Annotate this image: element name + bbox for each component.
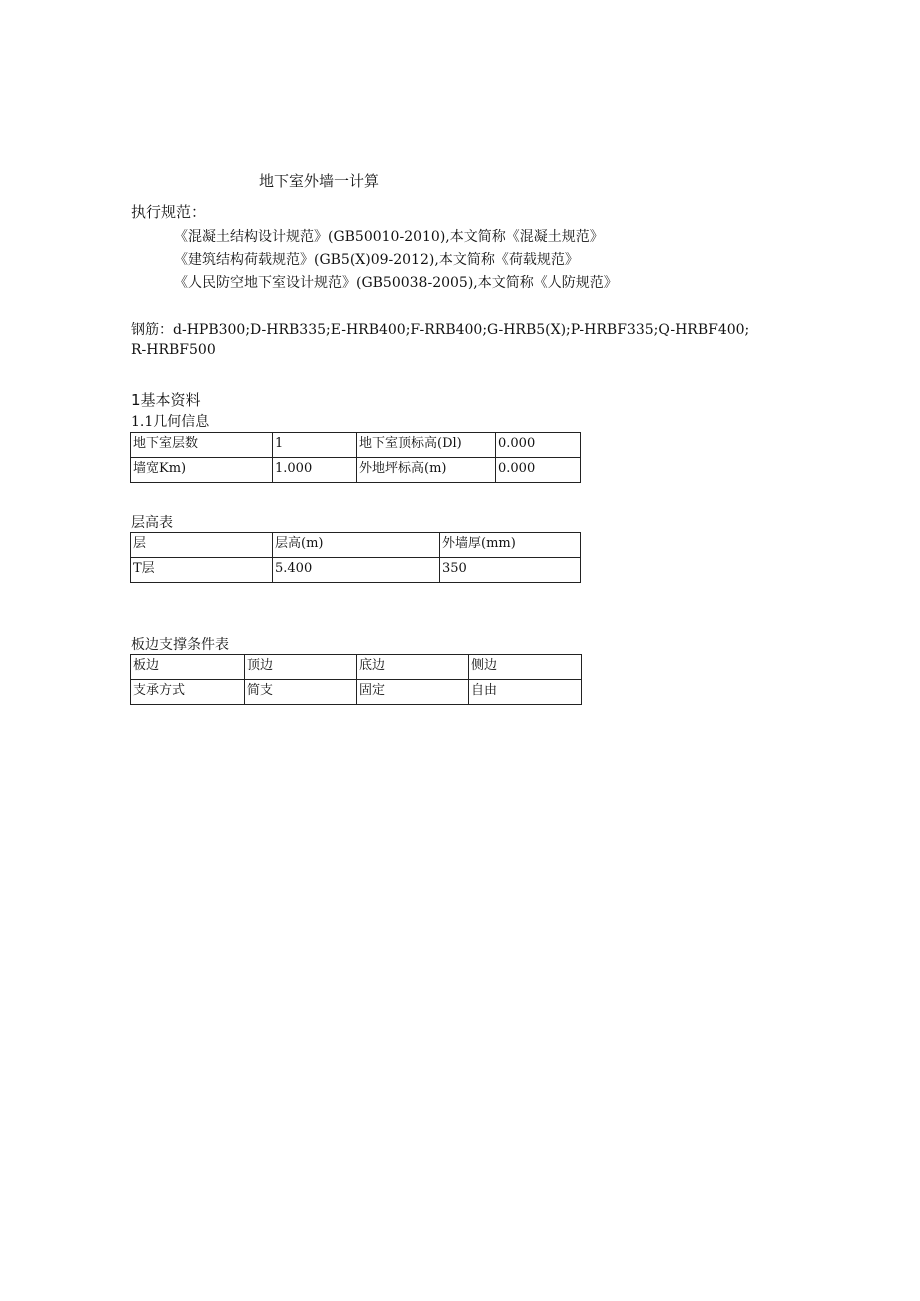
table-cell: 0.000 (496, 458, 581, 483)
table-cell: 简支 (245, 680, 357, 705)
table-cell: 支承方式 (131, 680, 245, 705)
table-row (131, 458, 581, 483)
support-table-title: 板边支撑条件表 (131, 637, 229, 653)
table-cell: 固定 (357, 680, 469, 705)
table-row (131, 433, 581, 458)
table-cell: 1.000 (273, 458, 357, 483)
table-cell: 底边 (357, 655, 469, 680)
geometry-table (130, 432, 581, 483)
table-cell: 1 (273, 433, 357, 458)
page-title: 地下室外墙一计算 (259, 172, 380, 190)
table-cell: T层 (131, 558, 273, 583)
floor-table-title: 层高表 (131, 515, 173, 531)
table-cell: 5.400 (273, 558, 440, 583)
section-heading-basic: 1基本资料 (131, 391, 201, 409)
table-cell: 地下室层数 (131, 433, 273, 458)
table-cell: 侧边 (469, 655, 582, 680)
table-cell: 350 (440, 558, 581, 583)
table-cell: 0.000 (496, 433, 581, 458)
table-row (131, 558, 581, 583)
table-cell: 板边 (131, 655, 245, 680)
rebar-line-2: R-HRBF500 (131, 342, 216, 358)
table-cell: 层高(m) (273, 533, 440, 558)
table-cell: 顶边 (245, 655, 357, 680)
spec-heading: 执行规范： (131, 203, 207, 221)
table-cell: 自由 (469, 680, 582, 705)
table-cell: 外地坪标高(m) (357, 458, 496, 483)
spec-item-3: 《人民防空地下室设计规范》(GB50038-2005),本文简称《人防规范》 (174, 275, 618, 291)
table-cell: 外墙厚(mm) (440, 533, 581, 558)
support-condition-table (130, 654, 582, 705)
spec-item-2: 《建筑结构荷载规范》(GB5(X)09-2012),本文简称《荷载规范》 (174, 252, 579, 268)
table-cell: 层 (131, 533, 273, 558)
table-cell: 地下室顶标高(Dl) (357, 433, 496, 458)
table-cell: 墙宽Km) (131, 458, 273, 483)
section-heading-geometry: 1.1几何信息 (131, 414, 210, 430)
floor-height-table (130, 532, 581, 583)
table-row (131, 680, 582, 705)
table-row (131, 655, 582, 680)
spec-item-1: 《混凝土结构设计规范》(GB50010-2010),本文简称《混凝土规范》 (174, 229, 604, 245)
rebar-line-1: 钢筋：d-HPB300;D-HRB335;E-HRB400;F-RRB400;G-HRB5(X);P-HRBF335;Q-HRBF400; (131, 322, 750, 338)
table-row (131, 533, 581, 558)
